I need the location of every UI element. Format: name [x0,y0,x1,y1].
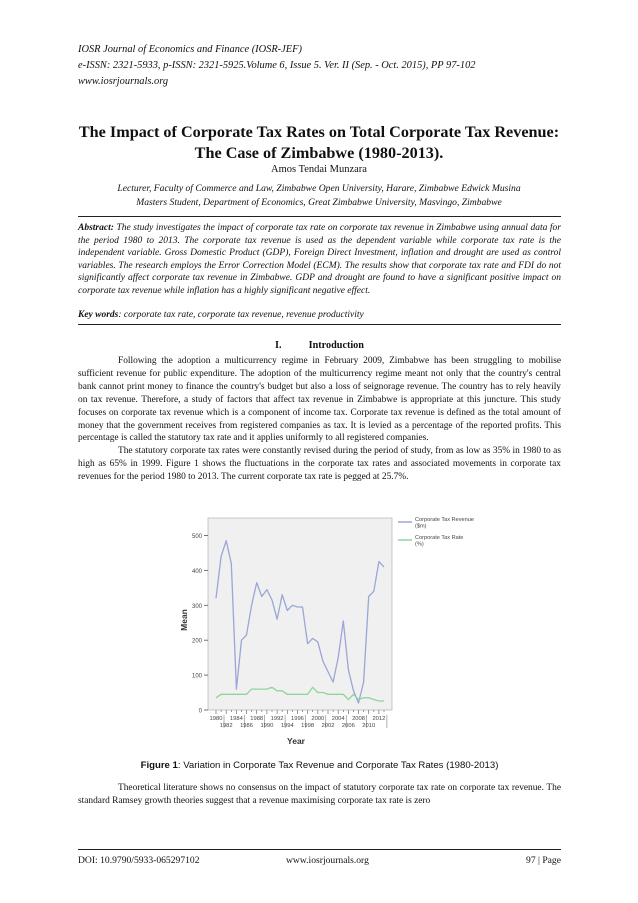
x-tick-label: 1988 [250,716,264,722]
y-tick-label: 200 [191,638,202,645]
x-tick-label: 2010 [362,723,376,729]
footer-website[interactable]: www.iosrjournals.org [286,855,369,866]
paragraph-1: Following the adoption a multicurrency regime in February 2009, Zimbabwe has been struggling to mobilise sufficient revenue for public expenditure. The adoption of the multicurrency regime meant not only that the country's central bank cannot print money to finance the country's budget but also a loss of seignorage revenue. The country has to rely heavily on tax revenue. Therefore, a study of factors that affect tax revenue in Zimbabwe is appropriate at this juncture. This study focuses on corporate tax revenue which is a component of income tax. Corporate tax revenue is defined as the total amount of money that the government receives from registered companies as tax. It is levied as a percentage of the reported profits. This percentage is called the statutory tax rate and it applies uniformly to all registered companies. [78,356,561,444]
x-tick-label: 1992 [270,716,284,722]
x-tick-label: 1990 [260,723,274,729]
footer-divider [78,849,561,850]
x-axis-title: Year [287,736,305,746]
x-tick-label: 2000 [311,716,325,722]
affiliation-1: Lecturer, Faculty of Commerce and Law, Zimbabwe Open University, Harare, Zimbabwe Edwick Musina [117,183,521,194]
x-tick-label: 2008 [352,716,365,722]
footer-doi: DOI: 10.9790/5933-065297102 [78,855,200,866]
body-text-upper [78,355,561,484]
issn-line: e-ISSN: 2321-5933, p-ISSN: 2321-5925.Volume 6, Issue 5. Ver. II (Sep. - Oct. 2015), PP 97-102 [78,60,476,71]
x-tick-label: 1996 [291,716,304,722]
paragraph-2: The statutory corporate tax rates were constantly revised during the period of study, from as low as 35% in 1980 to as high as 65% in 1999. Figure 1 shows the fluctuations in the corporate tax rates and associated movements in corporate tax revenues for the period 1980 to 2013. The current corporate tax rate is pegged at 25.7%. [78,446,561,483]
section-number: I. [275,340,282,351]
body-text-lower [78,782,561,808]
figure-caption [78,760,561,771]
x-tick-label: 1998 [301,723,315,729]
figure-caption-text: : Variation in Corporate Tax Revenue and Corporate Tax Rates (1980-2013) [177,760,499,771]
x-tick-label: 2002 [321,723,335,729]
x-tick-label: 1984 [229,716,243,722]
x-tick-label: 2004 [331,716,345,722]
x-tick-label: 1982 [219,723,233,729]
figure-label: Figure 1 [140,760,178,771]
abstract-label: Abstract: [78,223,114,233]
paragraph-3: Theoretical literature shows no consensus on the impact of statutory corporate tax rate on corporate tax revenue. The standard Ramsey growth theories suggest that a revenue maximising corporate tax rate is zero [78,783,561,806]
paper-title: The Impact of Corporate Tax Rates on Total Corporate Tax Revenue: The Case of Zimbabwe (1980-2013). [78,123,560,162]
y-tick-label: 100 [191,673,202,680]
journal-website[interactable]: www.iosrjournals.org [78,76,169,87]
legend-label: Corporate Tax Revenue ($m) [415,517,474,530]
journal-header [78,42,578,90]
keywords-label: Key words [78,310,119,320]
section-title: Introduction [308,340,364,351]
x-tick-label: 1994 [280,723,294,729]
affiliation-2: Masters Student, Department of Economics, Great Zimbabwe University, Masvingo, Zimbabwe [136,197,502,208]
x-tick-label: 2012 [372,716,386,722]
author-name: Amos Tendai Munzara [271,164,367,175]
x-tick-label: 1986 [240,723,253,729]
y-tick-label: 500 [191,533,202,540]
abstract-text: The study investigates the impact of corporate tax rate on corporate tax revenue in Zimbabwe using annual data for the period 1980 to 2013. The corporate tax revenue is used as the dependent variable while corporate tax rate is the independent variable. Gross Domestic Product (GDP), Foreign Direct Investment, inflation and drought are used as control variables. The research employs the Error Correction Model (ECM). The results show that corporate tax rate and FDI do not significantly affect corporate tax revenue in Zimbabwe. GDP and drought are found to have a significant positive impact on corporate tax revenue while inflation has a highly significant negative effect. [78,223,562,296]
footer-page: 97 | Page [526,855,561,866]
legend-label: Corporate Tax Rate (%) [415,535,464,548]
x-tick-label: 1980 [209,716,223,722]
x-tick-label: 2006 [341,723,355,729]
figure-1-chart [150,508,490,750]
divider-bottom [78,324,561,325]
y-tick-label: 0 [198,708,202,715]
section-heading [78,340,561,351]
y-tick-label: 400 [191,568,202,575]
abstract [78,222,561,298]
keywords [78,310,561,320]
affiliations [70,182,568,210]
y-tick-label: 300 [191,603,202,610]
keywords-text: : corporate tax rate, corporate tax revenue, revenue productivity [118,310,364,320]
divider-top [78,216,561,217]
journal-name: IOSR Journal of Economics and Finance (IOSR-JEF) [78,44,302,55]
y-axis-title: Mean [179,609,189,631]
